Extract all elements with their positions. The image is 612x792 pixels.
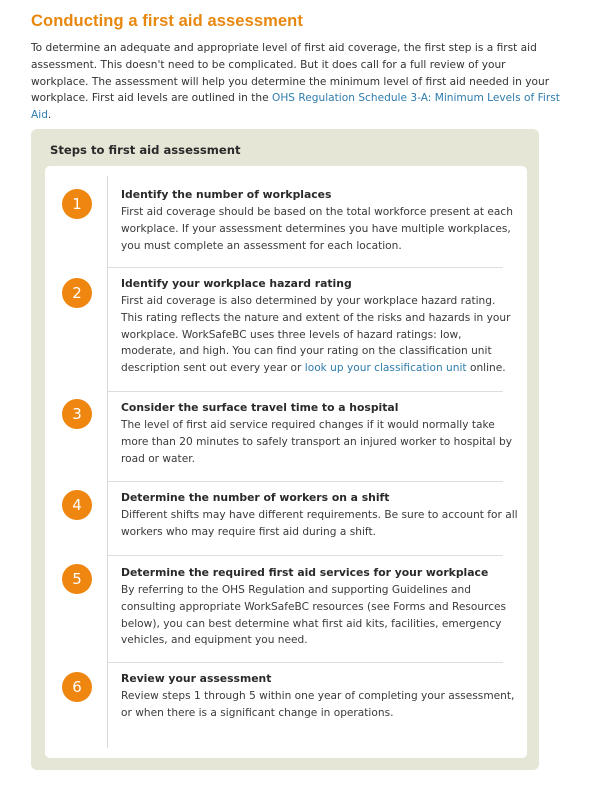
step-1-body: First aid coverage should be based on the total workforce present at each workplace. If your assessment determines you have multiple workplaces, you must complete an assessment for each location. xyxy=(121,206,513,252)
step-separator xyxy=(107,481,503,482)
step-3-body: The level of first aid service required changes if it would normally take more than 20 minutes to safely transport an injured worker to hospital by road or water. xyxy=(121,419,512,465)
step-1-title: Identify the number of workplaces xyxy=(121,188,332,201)
step-5-title: Determine the required first aid services for your workplace xyxy=(121,566,489,579)
step-separator xyxy=(107,555,503,556)
step-4-number-badge: 4 xyxy=(62,490,92,520)
step-1-number-badge: 1 xyxy=(62,189,92,219)
step-4-body: Different shifts may have different requirements. Be sure to account for all workers who may require first aid during a shift. xyxy=(121,509,518,538)
classification-unit-link[interactable]: look up your classification unit xyxy=(304,362,467,375)
step-6-body: Review steps 1 through 5 within one year of completing your assessment, or when there is a significant change in operations. xyxy=(121,690,515,719)
step-5-number-badge: 5 xyxy=(62,564,92,594)
step-3-number-badge: 3 xyxy=(62,399,92,429)
step-2-number-badge: 2 xyxy=(62,278,92,308)
step-6-number-badge: 6 xyxy=(62,672,92,702)
intro-end: . xyxy=(47,109,52,122)
step-5-body: By referring to the OHS Regulation and supporting Guidelines and consulting appropriate WorkSafeBC resources (see Forms and Resources below), you can best determine what first aid kits, facilities, emergency vehicles, and equipment you need. xyxy=(121,584,507,647)
step-3-title: Consider the surface travel time to a hospital xyxy=(121,401,399,414)
step-separator xyxy=(107,267,503,268)
step-separator xyxy=(107,662,503,663)
step-separator xyxy=(107,391,503,392)
step-2-body xyxy=(121,293,519,377)
steps-card xyxy=(45,166,527,758)
ohs-schedule-link[interactable]: OHS Regulation Schedule 3-A: Minimum Levels of First Aid xyxy=(31,92,560,122)
step-2-body-text: First aid coverage is also determined by your workplace hazard rating. This rating reflects the nature and extent of the risks and hazards in your workplace. WorkSafeBC uses three levels of hazard ratings: low, moderate, and high. You can find your rating on the classification unit description sent out every year or xyxy=(121,295,511,375)
intro-paragraph xyxy=(31,40,563,124)
steps-panel-title: Steps to first aid assessment xyxy=(50,143,241,157)
step-2-body-end: online. xyxy=(466,362,506,375)
steps-panel xyxy=(31,129,539,770)
intro-text: To determine an adequate and appropriate level of first aid coverage, the first step is a first aid assessment. This doesn't need to be complicated. But it does call for a full review of your workplace. The assessment will help you determine the minimum level of first aid needed in your workplace. First aid levels are outlined in the xyxy=(31,42,550,105)
page-title: Conducting a first aid assessment xyxy=(31,12,303,30)
step-6-title: Review your assessment xyxy=(121,672,272,685)
step-2-title: Identify your workplace hazard rating xyxy=(121,277,352,290)
step-4-title: Determine the number of workers on a shift xyxy=(121,491,390,504)
